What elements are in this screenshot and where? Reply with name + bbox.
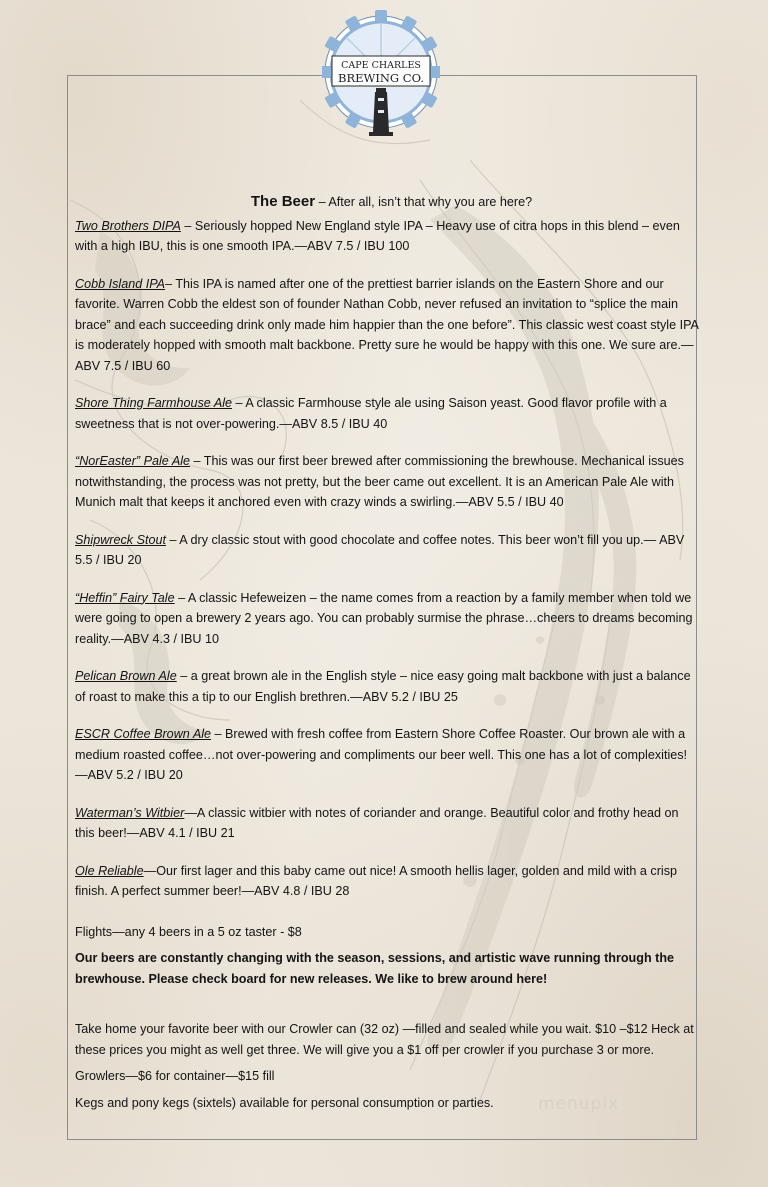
beer-item: [75, 724, 700, 786]
beer-name: Ole Reliable: [75, 863, 144, 878]
beer-description: – A classic Hefeweizen – the name comes from a reaction by a family member when told we were going to open a brewery 2 years ago. You can probably surmise the phrase…cheers to dreams becoming reality.—ABV 4.3 / IBU 10: [75, 590, 693, 646]
logo-line-2: BREWING CO.: [338, 71, 424, 85]
beer-name: “NorEaster” Pale Ale: [75, 454, 191, 468]
beer-item: [75, 216, 700, 257]
beer-name: ESCR Coffee Brown Ale: [75, 727, 212, 741]
brewery-logo: [322, 0, 440, 150]
heading-subtitle: – After all, isn’t that why you are here?: [315, 195, 533, 209]
flights-price: Flights—any 4 beers in a 5 oz taster - $8: [75, 924, 302, 939]
menu-content: [75, 192, 700, 1119]
beer-name: “Heffin” Fairy Tale: [75, 590, 175, 605]
logo-line-1: CAPE CHARLES: [341, 60, 421, 71]
beer-description: —A classic witbier with notes of coriander and orange. Beautiful color and frothy head on this beer!—ABV 4.1 / IBU 21: [75, 805, 679, 840]
crowler-info: Take home your favorite beer with our Crowler can (32 oz) —filled and sealed while you wait. $10 –$12 Heck at these prices you might as well get three. We will give you a $1 off per crowler if you purchase 3 or more.: [75, 1022, 694, 1057]
watermark: menupix: [538, 1094, 620, 1114]
beer-name: Shore Thing Farmhouse Ale: [75, 396, 233, 410]
beer-item: [75, 588, 700, 650]
growler-info: Growlers—$6 for container—$15 fill: [75, 1069, 275, 1083]
beer-description: —Our first lager and this baby came out nice! A smooth hellis lager, golden and mild with a crisp finish. A perfect summer beer!—ABV 4.8 / IBU 28: [75, 863, 678, 898]
beer-item: [75, 451, 700, 513]
beer-description: – This was our first beer brewed after commissioning the brewhouse. Mechanical issues notwithstanding, the process was not pretty, but the beer came out excellent. It is an American Pale Ale with Munich malt that keeps it anchored even with crazy winds a swirling.—ABV 5.5 / IBU 40: [75, 454, 684, 509]
beer-item: [75, 666, 700, 707]
heading-title: The Beer: [250, 193, 316, 210]
beer-item: [75, 861, 700, 902]
beer-name: Two Brothers DIPA: [75, 218, 181, 233]
menu-heading: [75, 192, 700, 213]
beer-description: – a great brown ale in the English style – nice easy going malt backbone with just a balance of roast to make this a tip to our English brethren.—ABV 5.2 / IBU 25: [75, 669, 691, 704]
beer-item: [75, 274, 700, 377]
beer-name: Waterman’s Witbier: [75, 805, 185, 820]
beer-item: [75, 530, 700, 571]
seasonal-note: Our beers are constantly changing with the season, sessions, and artistic wave running through the brewhouse. Please check board for new releases. We like to brew around here!: [75, 951, 675, 986]
beer-description: – Brewed with fresh coffee from Eastern Shore Coffee Roaster. Our brown ale with a medium roasted coffee…not over-powering and compliments our beer well. This one has a lot of complexities! —ABV 5.2 / IBU 20: [75, 727, 688, 782]
beer-description: – A classic Farmhouse style ale using Saison yeast. Good flavor profile with a sweetness that is not over-powering.—ABV 8.5 / IBU 40: [75, 396, 667, 431]
beer-name: Pelican Brown Ale: [75, 669, 177, 683]
beer-name: Cobb Island IPA: [75, 276, 166, 291]
beer-item: [75, 803, 700, 844]
beer-name: Shipwreck Stout: [75, 532, 166, 547]
beer-description: – This IPA is named after one of the prettiest barrier islands on the Eastern Shore and our favorite. Warren Cobb the eldest son of founder Nathan Cobb, never refused an invitation to “splice the main brace” and each succeeding drink only made him happier than the one before”. This classic west coast style IPA is moderately hopped with smooth malt backbone. Pretty sure he would be happy with this one. We sure are.—ABV 7.5 / IBU 60: [75, 276, 699, 373]
beer-item: [75, 393, 700, 434]
keg-info: Kegs and pony kegs (sixtels) available for personal consumption or parties.: [75, 1095, 494, 1110]
beer-description: – A dry classic stout with good chocolate and coffee notes. This beer won’t fill you up.— ABV 5.5 / IBU 20: [75, 532, 685, 567]
beer-description: – Seriously hopped New England style IPA – Heavy use of citra hops in this blend – even with a high IBU, this is one smooth IPA.—ABV 7.5 / IBU 100: [75, 218, 680, 253]
